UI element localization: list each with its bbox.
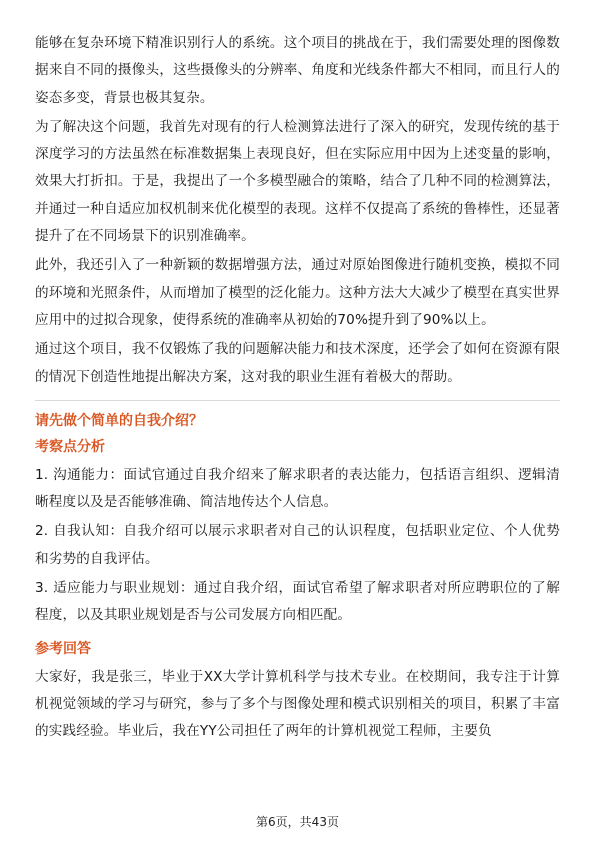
- analysis-point: 2. 自我认知：自我介绍可以展示求职者对自己的认识程度，包括职业定位、个人优势和劣势的自我评估。: [35, 523, 560, 567]
- analysis-heading: 考察点分析: [35, 438, 105, 455]
- analysis-point: 1. 沟通能力：面试官通过自我介绍来了解求职者的表达能力，包括语言组织、逻辑清晰程度以及是否能够准确、简洁地传达个人信息。: [35, 466, 560, 511]
- question-title: 请先做个简单的自我介绍？: [35, 412, 203, 429]
- page-number: 第6页，共43页: [256, 815, 339, 829]
- body-paragraph: 为了解决这个问题，我首先对现有的行人检测算法进行了深入的研究，发现传统的基于深度学习的方法虽然在标准数据集上表现良好，但在实际应用中因为上述变量的影响，效果大打折扣。于是，我提出了一个多模型融合的策略，结合了几种不同的检测算法，并通过一种自适应加权机制来优化模型的表现。这样不仅提高了系统的鲁棒性，还显著提升了在不同场景下的识别准确率。: [35, 118, 560, 245]
- body-paragraph: 通过这个项目，我不仅锻炼了我的问题解决能力和技术深度，还学会了如何在资源有限的情况下创造性地提出解决方案，这对我的职业生涯有着极大的帮助。: [35, 341, 560, 385]
- answer-paragraph: 大家好，我是张三，毕业于XX大学计算机科学与技术专业。在校期间，我专注于计算机视觉领域的学习与研究，参与了多个与图像处理和模式识别相关的项目，积累了丰富的实践经验。毕业后，我在YY公司担任了两年的计算机视觉工程师，主要负: [35, 668, 560, 740]
- page-content: [35, 30, 560, 748]
- analysis-point: 3. 适应能力与职业规划：通过自我介绍，面试官希望了解求职者对所应聘职位的了解程度，以及其职业规划是否与公司发展方向相匹配。: [35, 580, 560, 624]
- answer-heading: 参考回答: [35, 640, 91, 657]
- section-divider: [35, 400, 560, 401]
- body-paragraph: 能够在复杂环境下精准识别行人的系统。这个项目的挑战在于，我们需要处理的图像数据来自不同的摄像头，这些摄像头的分辨率、角度和光线条件都大不相同，而且行人的姿态多变，背景也极其复杂。: [35, 35, 560, 106]
- body-paragraph: 此外，我还引入了一种新颖的数据增强方法，通过对原始图像进行随机变换，模拟不同的环境和光照条件，从而增加了模型的泛化能力。这种方法大大减少了模型在真实世界应用中的过拟合现象，使得系统的准确率从初始的70%提升到了90%以上。: [35, 257, 560, 328]
